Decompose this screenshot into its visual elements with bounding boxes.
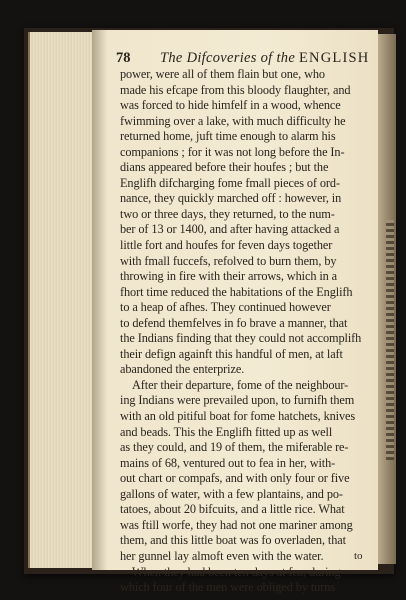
text-line: tatoes, about 20 bifcuits, and a little rice. What (120, 502, 345, 517)
text-line: ber of 13 or 1400, and after having attacked a (120, 222, 340, 237)
text-line: to a heap of afhes. They continued however (120, 300, 331, 315)
catchword: to (354, 550, 363, 562)
page-stack (28, 32, 100, 568)
text-line: little fort and houfes for feven days together (120, 238, 333, 253)
text-line: them, and this little boat was fo overladen, that (120, 533, 346, 548)
text-line: was ftill worfe, they had not one mariner among (120, 517, 353, 532)
text-line: two or three days, they returned, to the num- (120, 206, 335, 221)
text-line: When they had been ten days at fea, during (132, 564, 341, 579)
text-line: with an old pitiful boat for fome hatchets, knives (120, 409, 356, 424)
text-line: her gunnel lay almoft even with the water. (120, 548, 324, 563)
text-line: fwimming over a lake, with much difficulty he (120, 113, 346, 128)
book-page (92, 30, 378, 595)
text-line: abandoned the enterprize. (120, 362, 245, 377)
text-line: ing Indians were prevailed upon, to furnifh them (120, 393, 355, 408)
text-line: with fmall fuccefs, refolved to burn them, by (120, 253, 337, 268)
text-line: dians appeared before their houfes ; but the (120, 160, 329, 175)
facing-plate-illustration (386, 220, 394, 460)
text-line: as they could, and 19 of them, the miferable re- (120, 440, 349, 455)
running-title-italic: The Difcoveries of the (160, 50, 296, 66)
text-line: nance, they quickly marched off : however, in (120, 191, 342, 206)
text-line: throwing in fire with their arrows, which in a (120, 269, 338, 284)
text-line: out chart or compafs, and with only four or five (120, 471, 350, 486)
text-line: Englifh difcharging fome fmall pieces of ord- (120, 175, 340, 190)
text-line: the Indians finding that they could not accomplifh (120, 331, 362, 346)
text-line: to defend themfelves in fo brave a manner, that (120, 315, 348, 330)
running-title-caps: ENGLISH (299, 50, 370, 66)
text-line: and beads. This the Englifh fitted up as well (120, 424, 333, 439)
page-number: 78 (116, 50, 131, 66)
running-header (116, 48, 378, 68)
text-line: After their departure, fome of the neighbour- (132, 377, 349, 392)
text-line: their defign againft this handful of men, at laft (120, 346, 343, 361)
text-line: gallons of water, with a few plantains, and po- (120, 486, 343, 501)
text-line: returned home, juft time enough to alarm his (120, 129, 336, 144)
body-text (120, 67, 382, 596)
text-line: mains of 68, ventured out to fea in her, with- (120, 455, 336, 470)
running-title (160, 48, 369, 68)
text-line: made his efcape from this bloody flaughter, and (120, 82, 351, 97)
text-line: power, were all of them flain but one, who (120, 67, 325, 81)
gutter-shadow (92, 30, 108, 570)
text-line: companions ; for it was not long before the In- (120, 144, 345, 159)
text-line: fhort time reduced the habitations of the Englifh (120, 284, 353, 299)
text-line: which four of the men were obliged by turns (120, 580, 335, 595)
text-line: was forced to hide himfelf in a wood, whence (120, 98, 341, 113)
